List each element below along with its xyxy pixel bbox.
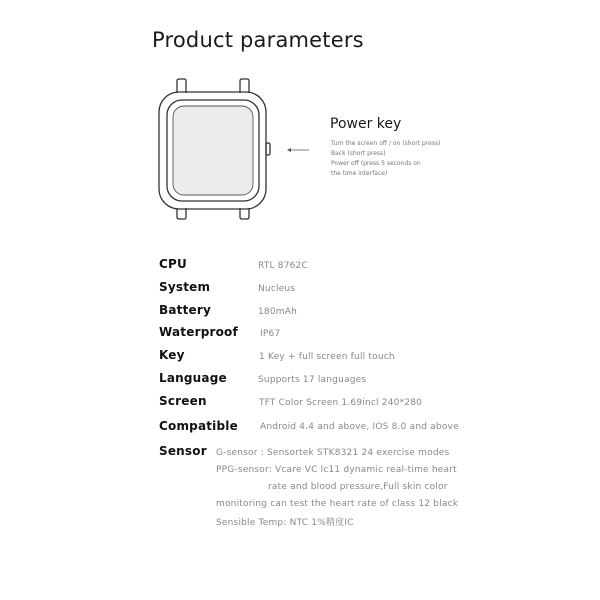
spec-value-battery: 180mAh bbox=[258, 307, 298, 317]
sensor-line: monitoring can test the heart rate of class 12 black bbox=[216, 499, 459, 509]
spec-label-waterproof: Waterproof bbox=[159, 325, 238, 339]
spec-label-battery: Battery bbox=[159, 303, 211, 317]
spec-value-key: 1 Key + full screen full touch bbox=[259, 352, 395, 362]
spec-label-screen: Screen bbox=[159, 394, 207, 408]
spec-value-cpu: RTL 8762C bbox=[258, 261, 308, 271]
sensor-line: rate and blood pressure,Full skin color bbox=[268, 482, 448, 492]
spec-label-system: System bbox=[159, 280, 211, 294]
power-key-desc-line: Turn the screen off / on (short press) bbox=[331, 140, 441, 147]
spec-value-screen: TFT Color Screen 1.69incl 240*280 bbox=[259, 398, 423, 408]
power-key-desc-line: the time interface) bbox=[331, 170, 388, 177]
spec-label-key: Key bbox=[159, 348, 185, 362]
power-key-desc-line: Back (short press) bbox=[331, 150, 386, 157]
spec-value-waterproof: IP67 bbox=[260, 329, 281, 339]
spec-label-compatible: Compatible bbox=[159, 419, 238, 433]
page-title: Product parameters bbox=[152, 28, 364, 52]
sensor-line: G-sensor : Sensortek STK8321 24 exercise modes bbox=[216, 448, 450, 458]
spec-label-language: Language bbox=[159, 371, 227, 385]
power-key-description bbox=[331, 139, 440, 179]
spec-label-cpu: CPU bbox=[159, 257, 187, 271]
sensor-line: PPG-sensor: Vcare VC lc11 dynamic real-time heart bbox=[216, 465, 457, 475]
sensor-line: Sensible Temp: NTC 1%精度IC bbox=[216, 518, 354, 528]
spec-value-system: Nucleus bbox=[258, 284, 296, 294]
spec-value-compatible: Android 4.4 and above, IOS 8.0 and above bbox=[260, 422, 459, 432]
spec-value-language: Supports 17 languages bbox=[258, 375, 367, 385]
power-key-title: Power key bbox=[330, 116, 402, 132]
arrow-left-icon bbox=[287, 148, 309, 152]
power-key-desc-line: Power off (press 5 seconds on bbox=[331, 160, 421, 167]
spec-label-sensor: Sensor bbox=[159, 444, 207, 458]
